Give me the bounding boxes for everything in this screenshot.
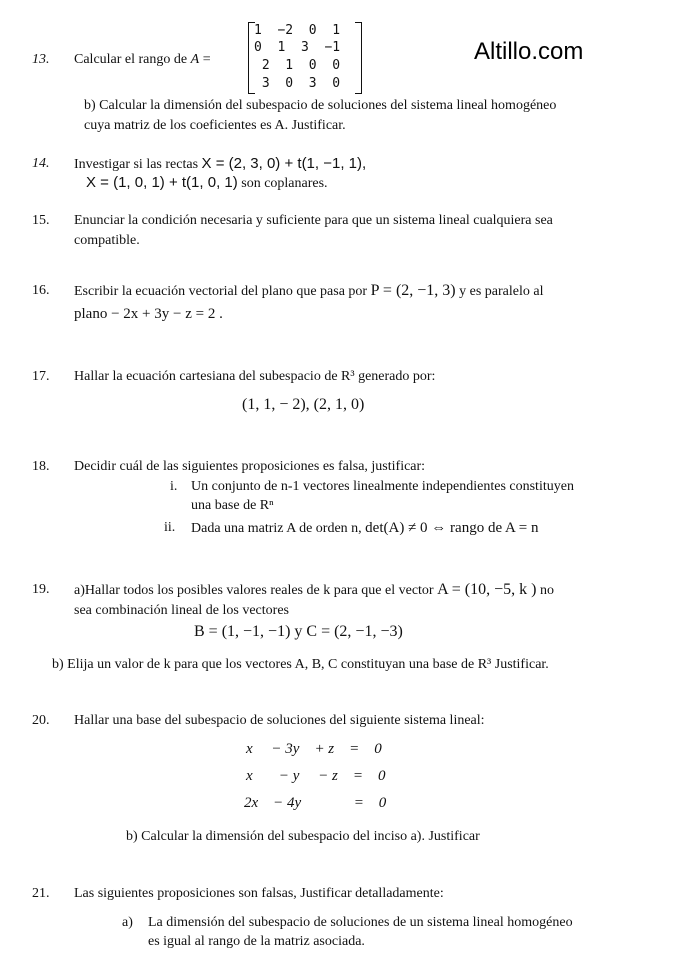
problem-15-number: 15. <box>32 213 50 228</box>
problem-18-i-label: i. <box>170 479 178 494</box>
problem-18-ii-line <box>191 520 539 537</box>
problem-14-number: 14. <box>32 156 50 171</box>
problem-19-vector-A: A = (10, −5, k ) <box>437 581 537 598</box>
problem-14-line1-equation: X = (2, 3, 0) + t(1, −1, 1), <box>201 155 367 172</box>
matrix-row-1: 1 −2 0 1 <box>254 23 341 38</box>
problem-14-line2 <box>86 175 328 192</box>
problem-18-i-line2: una base de Rⁿ <box>191 498 274 513</box>
problem-13-number: 13. <box>32 52 50 67</box>
problem-19-vectors-BC: B = (1, −1, −1) y C = (2, −1, −3) <box>194 623 403 640</box>
problem-13b-line1: b) Calcular la dimensión del subespacio de soluciones del sistema lineal homogéneo <box>84 98 557 113</box>
matrix-row-2: 0 1 3 −1 <box>254 40 341 55</box>
problem-15-line1: Enunciar la condición necesaria y suficiente para que un sistema lineal cualquiera sea <box>74 213 553 228</box>
problem-16-line1 <box>74 283 543 300</box>
problem-21-line1: Las siguientes proposiciones son falsas, Justificar detalladamente: <box>74 886 444 901</box>
matrix-A <box>248 20 362 94</box>
problem-16-line2: plano − 2x + 3y − z = 2 . <box>74 306 223 322</box>
matrix-row-3: 2 1 0 0 <box>254 58 341 73</box>
problem-20-number: 20. <box>32 713 50 728</box>
problem-13-statement: Calcular el rango de <box>74 52 191 67</box>
matrix-right-bracket <box>355 22 362 94</box>
problem-13-equals: = <box>199 52 211 67</box>
problem-14-line2-text: son coplanares. <box>237 176 328 191</box>
altillo-logo: Altillo.com <box>474 38 584 65</box>
problem-18-ii-equation: det(A) ≠ 0 ⇔ rango de A = n <box>365 520 539 536</box>
problem-19b-line: b) Elija un valor de k para que los vectores A, B, C constituyan una base de R³ Justificar. <box>52 657 549 672</box>
problem-20-equation-2: x − y − z = 0 <box>246 768 386 784</box>
problem-16-number: 16. <box>32 283 50 298</box>
problem-20-equation-3: 2x − 4y = 0 <box>244 795 387 811</box>
problem-18-ii-label: ii. <box>164 520 176 535</box>
problem-20-equation-1: x − 3y + z = 0 <box>246 741 382 757</box>
problem-16-statement: Escribir la ecuación vectorial del plano que pasa por <box>74 284 371 299</box>
problem-13-text <box>74 52 211 68</box>
problem-14-statement: Investigar si las rectas <box>74 157 202 172</box>
problem-17-vectors: (1, 1, − 2), (2, 1, 0) <box>242 396 365 413</box>
problem-21-a-line1: La dimensión del subespacio de soluciones de un sistema lineal homogéneo <box>148 915 573 930</box>
problem-18-i-line1: Un conjunto de n-1 vectores linealmente independientes constituyen <box>191 479 574 494</box>
problem-15-line2: compatible. <box>74 233 140 248</box>
problem-13-var: A <box>190 52 200 67</box>
problem-18-line1: Decidir cuál de las siguientes proposiciones es falsa, justificar: <box>74 459 426 474</box>
problem-18-number: 18. <box>32 459 50 474</box>
problem-21-a-label: a) <box>122 915 133 930</box>
problem-20b-line: b) Calcular la dimensión del subespacio del inciso a). Justificar <box>126 829 480 844</box>
problem-17-line1: Hallar la ecuación cartesiana del subespacio de R³ generado por: <box>74 369 436 384</box>
problem-14-line1 <box>74 156 366 173</box>
problem-19-statement-end: no <box>536 583 554 598</box>
problem-17-number: 17. <box>32 369 50 384</box>
matrix-row-4: 3 0 3 0 <box>254 76 341 91</box>
problem-21-number: 21. <box>32 886 50 901</box>
problem-16-point: P = (2, −1, 3) <box>370 282 456 299</box>
problem-19-line1 <box>74 582 554 599</box>
problem-13b-line2: cuya matriz de los coeficientes es A. Justificar. <box>84 118 346 133</box>
problem-20-line1: Hallar una base del subespacio de soluciones del siguiente sistema lineal: <box>74 713 485 728</box>
problem-16-statement-end: y es paralelo al <box>455 284 544 299</box>
problem-18-ii-text: Dada una matriz A de orden n, <box>191 521 366 536</box>
problem-19-number: 19. <box>32 582 50 597</box>
problem-19-statement: a)Hallar todos los posibles valores reales de k para que el vector <box>74 583 438 598</box>
problem-14-line2-equation: X = (1, 0, 1) + t(1, 0, 1) <box>86 174 238 191</box>
problem-21-a-line2: es igual al rango de la matriz asociada. <box>148 934 365 949</box>
problem-19-line2: sea combinación lineal de los vectores <box>74 603 289 618</box>
